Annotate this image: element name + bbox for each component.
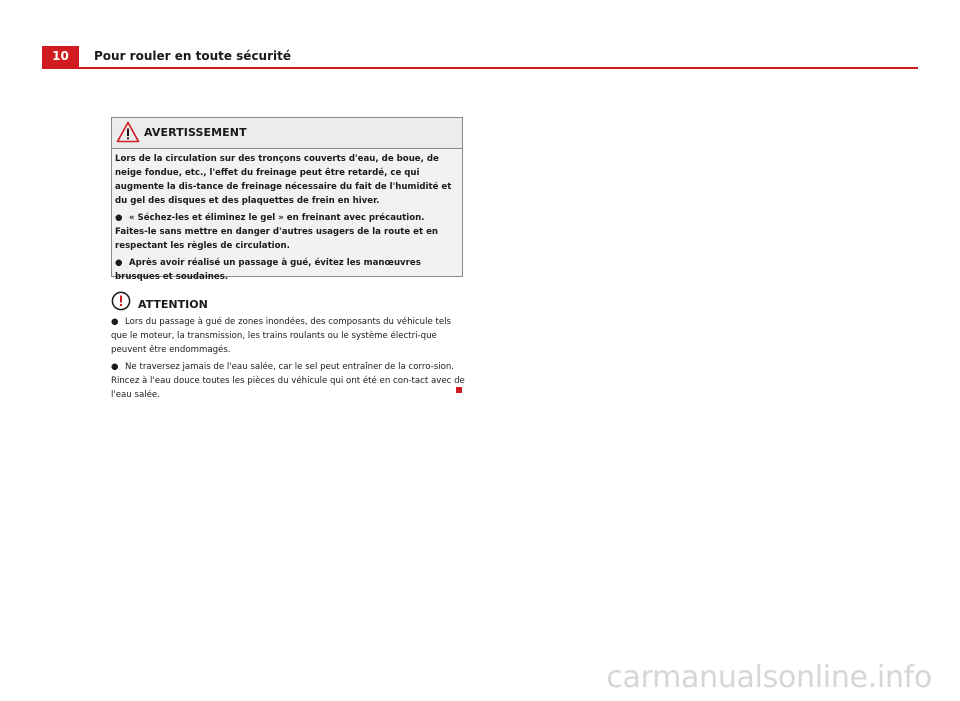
warning-body <box>112 149 462 284</box>
attention-body <box>111 315 465 405</box>
warning-paragraph: Lors de la circulation sur des tronçons couverts d'eau, de boue, de neige fondue, etc., l'effet du freinage peut être retardé, ce qui augmente la dis-tance de freinage nécessaire du fait de l'humidité et du gel des disques et des plaquettes de frein en hiver. <box>115 154 452 206</box>
warning-bullet-text: « Séchez-les et éliminez le gel » en freinant avec précaution. Faites-le sans mettre en danger d'autres usagers de la route et en respectant les règles de circulation. <box>115 213 439 251</box>
attention-bullet-text: Ne traversez jamais de l'eau salée, car le sel peut entraîner de la corro-sion. Rincez à l'eau douce toutes les pièces du véhicule qui ont été en con-tact avec de l'eau salée. <box>111 362 465 400</box>
page-header <box>42 46 918 69</box>
bullet-icon: ● <box>111 362 119 372</box>
section-end-marker <box>456 387 462 393</box>
bullet-icon: ● <box>115 258 123 268</box>
warning-bullet-text: Après avoir réalisé un passage à gué, évitez les manœuvres brusques et soudaines. <box>115 258 421 282</box>
exclamation-circle-icon <box>111 291 131 311</box>
warning-box <box>111 117 463 282</box>
warning-bullet-item <box>115 211 459 253</box>
bullet-icon: ● <box>115 213 123 223</box>
bullet-icon: ● <box>111 317 119 327</box>
attention-title: ATTENTION <box>138 298 208 311</box>
warning-bullet-item <box>115 256 459 284</box>
page-number: 10 <box>42 46 79 67</box>
warning-triangle-icon <box>116 121 140 143</box>
attention-bullet-text: Lors du passage à gué de zones inondées, des composants du véhicule tels que le moteur, la transmission, les trains roulants ou le système électri-que peuvent être endommagés. <box>111 317 452 355</box>
watermark: carmanualsonline.info <box>606 660 932 695</box>
warning-title: AVERTISSEMENT <box>144 126 247 139</box>
attention-bullet-item <box>111 315 465 357</box>
section-title: Pour rouler en toute sécurité <box>94 49 292 63</box>
attention-bullet-item <box>111 360 465 402</box>
warning-header <box>112 118 462 149</box>
